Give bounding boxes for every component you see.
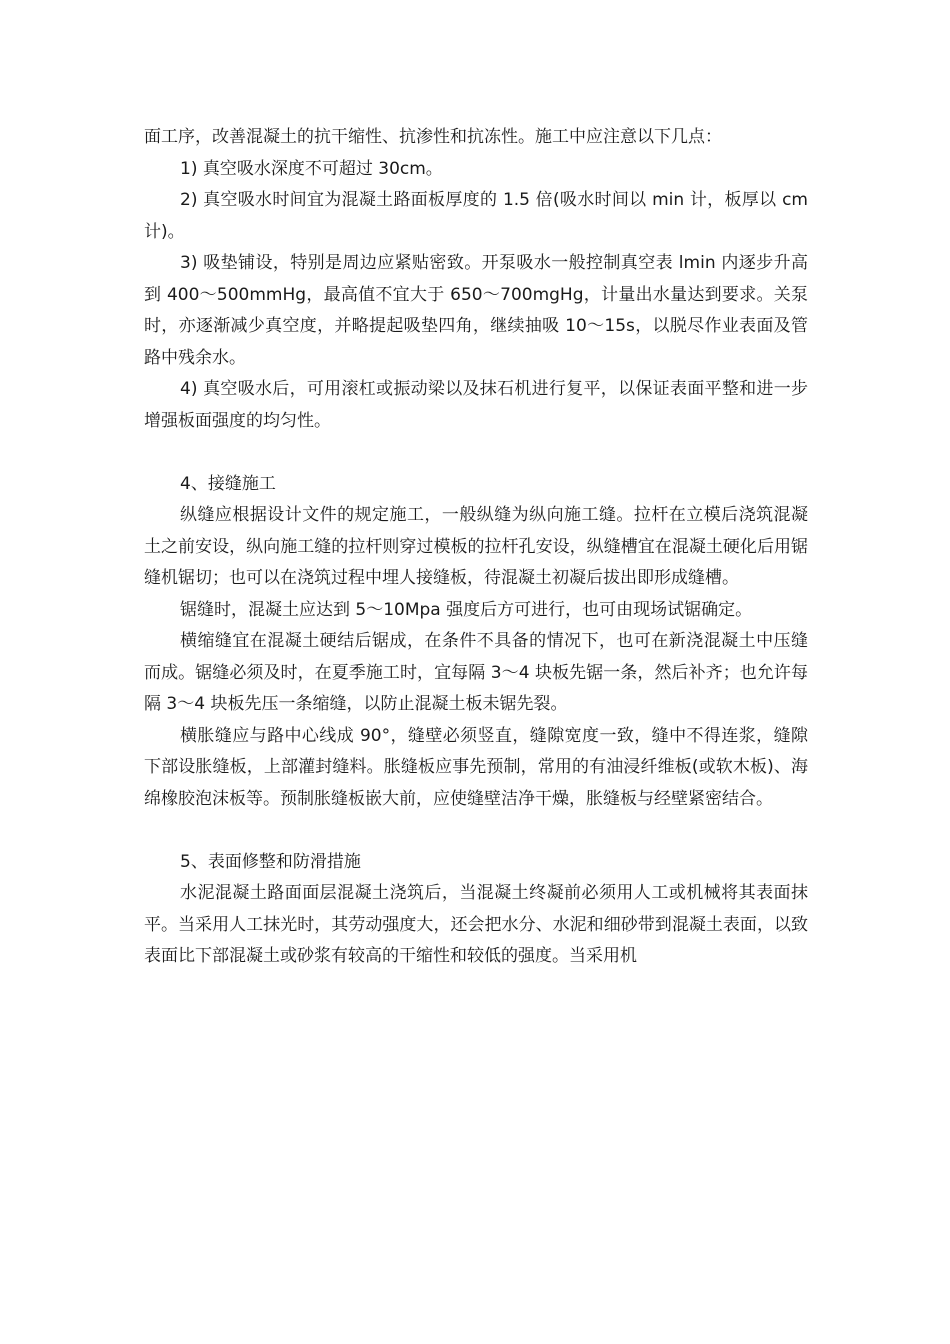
- section-spacer: [144, 815, 808, 847]
- paragraph-sawing: 锯缝时，混凝土应达到 5～10Mpa 强度后方可进行，也可由现场试锯确定。: [180, 599, 753, 620]
- list-item-vacuum-depth: 1) 真空吸水深度不可超过 30cm。: [180, 158, 443, 179]
- paragraph-contraction-joints: 横缩缝宜在混凝土硬结后锯成，在条件不具备的情况下，也可在新浇混凝土中压缝而成。锯缝必须及时，在夏季施工时，宜每隔 3～4 块板先锯一条，然后补齐；也允许每隔 3～4 块板先压一条缩缝，以防止混凝土板未锯先裂。: [144, 631, 808, 714]
- list-item-vacuum-time: 2) 真空吸水时间宜为混凝土路面板厚度的 1.5 倍(吸水时间以 min 计，板厚以 cm 计)。: [144, 190, 808, 242]
- paragraph-longitudinal-joints: 纵缝应根据设计文件的规定施工，一般纵缝为纵向施工缝。拉杆在立模后浇筑混凝土之前安设，纵向施工缝的拉杆则穿过模板的拉杆孔安设，纵缝槽宜在混凝土硬化后用锯缝机锯切；也可以在浇筑过程中埋人接缝板，待混凝土初凝后拔出即形成缝槽。: [144, 505, 808, 588]
- paragraph-continuation: 面工序，改善混凝土的抗干缩性、抗渗性和抗冻性。施工中应注意以下几点：: [144, 127, 722, 147]
- list-item-pad-laying: 3) 吸垫铺设，特别是周边应紧贴密致。开泵吸水一般控制真空表 lmin 内逐步升高到 400～500mmHg，最高值不宜大于 650～700mgHg，计量出水量达到要求。关泵时，亦逐渐减少真空度，并略提起吸垫四角，继续抽吸 10～15s，以脱尽作业表面及管路中残余水。: [144, 253, 808, 368]
- document-page: [144, 122, 808, 973]
- paragraph-expansion-joints: 横胀缝应与路中心线成 90°，缝壁必须竖直，缝隙宽度一致，缝中不得连浆，缝隙下部设胀缝板，上部灌封缝料。胀缝板应事先预制，常用的有油浸纤维板(或软木板)、海绵橡胶泡沫板等。预制胀缝板嵌大前，应使缝壁洁净干燥，胀缝板与经壁紧密结合。: [144, 725, 808, 809]
- list-item-re-leveling: 4) 真空吸水后，可用滚杠或振动梁以及抹石机进行复平，以保证表面平整和进一步增强板面强度的均匀性。: [144, 379, 808, 431]
- paragraph-surface-finishing: 水泥混凝土路面面层混凝土浇筑后，当混凝土终凝前必须用人工或机械将其表面抹平。当采用人工抹光时，其劳动强度大，还会把水分、水泥和细砂带到混凝土表面，以致表面比下部混凝土或砂浆有较高的干缩性和较低的强度。当采用机: [144, 883, 808, 966]
- section-heading-surface: 5、表面修整和防滑措施: [180, 851, 361, 872]
- section-heading-joints: 4、接缝施工: [180, 473, 276, 494]
- section-spacer: [144, 437, 808, 469]
